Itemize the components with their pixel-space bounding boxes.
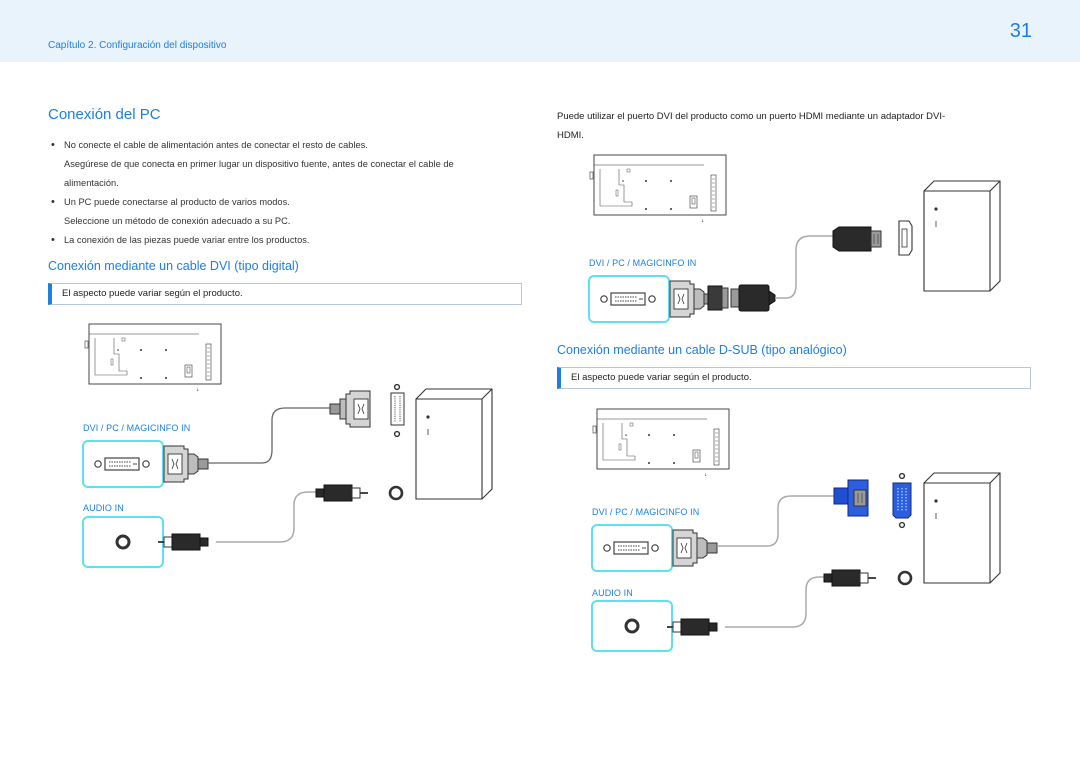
- dsub-note: El aspecto puede variar según el producto.: [557, 367, 1031, 389]
- audio-plug-icon: [667, 619, 717, 635]
- hdmi-connector-icon: [833, 227, 881, 251]
- connection-diagrams: ↓: [0, 0, 1080, 763]
- bullet-item: • No conecte el cable de alimentación antes de conectar el resto de cables. Asegúrese de que conecta en primer lugar un dispositivo fuente, antes de conectar el cable de alimentación.: [48, 136, 528, 193]
- pc-tower-icon: [416, 389, 492, 499]
- dsub-port-label: DVI / PC / MAGICINFO IN: [592, 507, 700, 517]
- pc-dvi-port: [391, 385, 404, 437]
- pc-tower-icon: [924, 181, 1000, 291]
- monitor-back-panel: [590, 155, 726, 223]
- dvi-port-icon: [592, 525, 672, 571]
- monitor-back-panel: [593, 409, 729, 477]
- dvi-diagram: [83, 324, 492, 567]
- vga-connector-icon: [834, 480, 868, 516]
- pc-hdmi-port: [899, 221, 912, 255]
- bullet-item: • La conexión de las piezas puede variar entre los productos.: [48, 231, 528, 250]
- hdmi-adapter-icon: [708, 286, 728, 310]
- audio-port-label: AUDIO IN: [83, 503, 124, 513]
- dsub-audio-port-label: AUDIO IN: [592, 588, 633, 598]
- vga-port-icon: [893, 474, 911, 528]
- audio-jack-icon: [83, 517, 163, 567]
- hdmi-paragraph: Puede utilizar el puerto DVI del producto como un puerto HDMI mediante un adaptador DVI- HDMI.: [557, 111, 946, 141]
- audio-plug-icon: [824, 570, 876, 586]
- dvi-port-label: DVI / PC / MAGICINFO IN: [83, 423, 191, 433]
- section-title: Conexión del PC: [48, 106, 161, 123]
- dvi-connector-icon: [330, 391, 370, 427]
- dvi-port-icon: [589, 276, 669, 322]
- dvi-connector-icon: [673, 530, 717, 566]
- audio-jack-icon: [592, 601, 672, 651]
- hdmi-connector-icon: [731, 285, 775, 311]
- pc-tower-icon: [924, 473, 1000, 583]
- dvi-connector-icon: [164, 446, 208, 482]
- bullet-item: • Un PC puede conectarse al producto de varios modos. Seleccione un método de conexión adecuado a su PC.: [48, 193, 528, 231]
- dsub-section-title: Conexión mediante un cable D-SUB (tipo analógico): [557, 343, 847, 357]
- audio-plug-icon: [316, 485, 368, 501]
- audio-plug-icon: [158, 534, 208, 550]
- pc-audio-jack: [899, 572, 911, 584]
- monitor-back-panel: [85, 324, 221, 392]
- dvi-connector-icon: [670, 281, 714, 317]
- dsub-diagram: [592, 409, 1000, 651]
- chapter-title: Capítulo 2. Configuración del dispositivo: [48, 40, 227, 51]
- dvi-section-title: Conexión mediante un cable DVI (tipo digital): [48, 259, 299, 273]
- pc-audio-jack: [390, 487, 402, 499]
- hdmi-port-label: DVI / PC / MAGICINFO IN: [589, 258, 697, 268]
- dvi-port-icon: [83, 441, 163, 487]
- hdmi-diagram: [589, 155, 1000, 322]
- dvi-note: El aspecto puede variar según el producto.: [48, 283, 522, 305]
- page-number: 31: [1009, 20, 1032, 42]
